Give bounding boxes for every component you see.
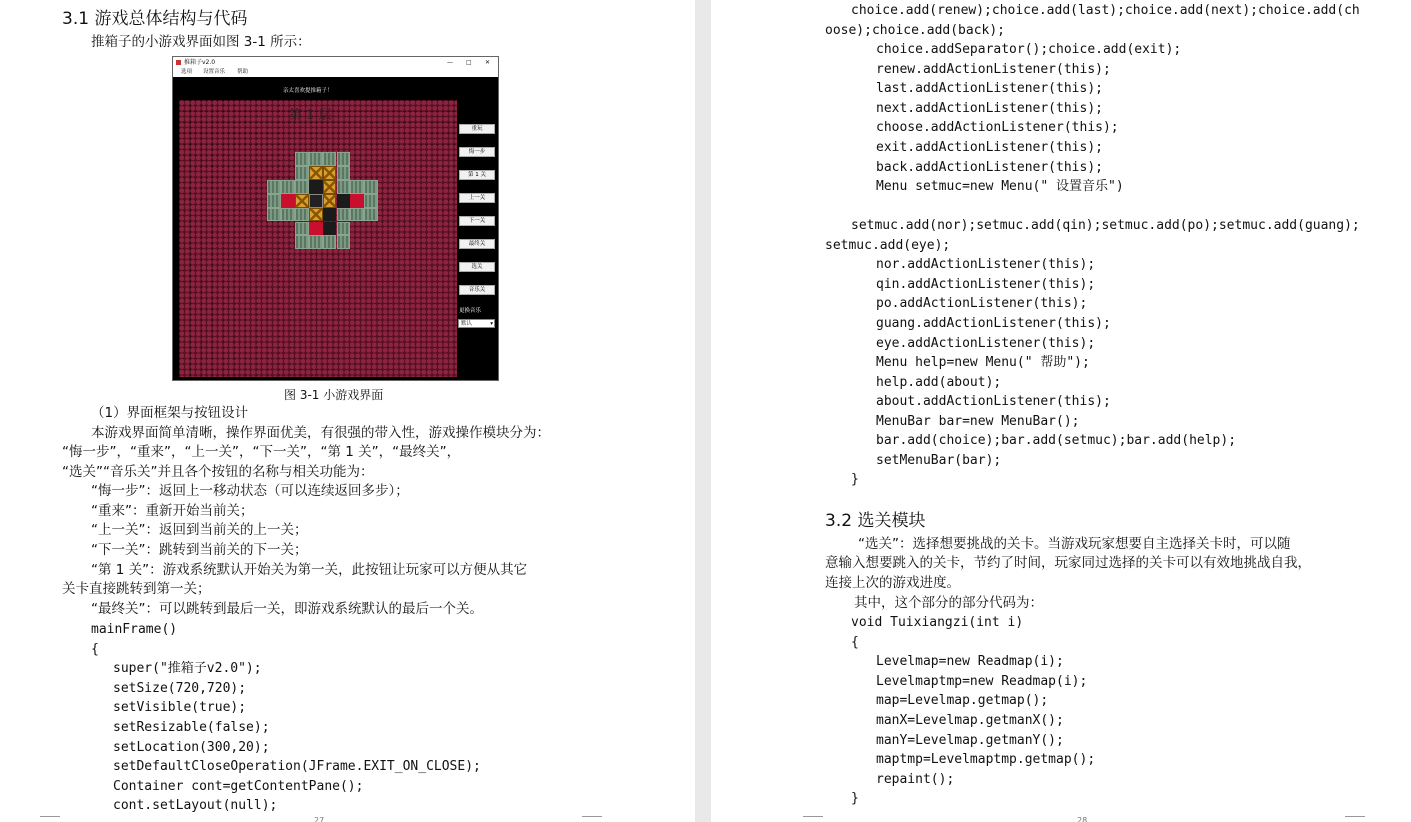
code-line: qin.addActionListener(this); xyxy=(876,277,1096,292)
crop-mark xyxy=(40,816,60,822)
code-line: Container cont=getContentPane(); xyxy=(113,779,364,794)
minimize-icon: — xyxy=(447,59,453,66)
figure-game-button: 下一关 xyxy=(459,216,495,226)
figure-caption: 图 3-1 小游戏界面 xyxy=(284,388,384,402)
code-line: choose.addActionListener(this); xyxy=(876,120,1119,135)
code-line: } xyxy=(851,791,859,806)
code-line: about.addActionListener(this); xyxy=(876,394,1111,409)
body-text-line: “选关”“音乐关”并且各个按钮的名称与相关功能为： xyxy=(62,464,374,480)
code-line: bar.add(choice);bar.add(setmuc);bar.add(help); xyxy=(876,433,1237,448)
board-tile-box xyxy=(323,166,337,180)
body-text-line: “第 1 关”：游戏系统默认开始关为第一关，此按钮让玩家可以方便从其它 xyxy=(91,562,528,578)
figure-menu-help: 帮助 xyxy=(237,69,249,75)
figure-game-button: 选关 xyxy=(459,262,495,272)
body-text-line: 关卡直接跳转到第一关； xyxy=(62,581,211,597)
code-line: Menu setmuc=new Menu(" 设置音乐") xyxy=(876,179,1124,194)
figure-game-button: 音乐关 xyxy=(459,285,495,295)
code-line: setVisible(true); xyxy=(113,700,247,715)
section-heading-3-2: 3.2 选关模块 xyxy=(825,511,926,531)
body-text-line: “悔一步”：返回上一移动状态（可以连续返回多步）； xyxy=(91,483,409,499)
code-line: back.addActionListener(this); xyxy=(876,160,1103,175)
body-text-line: “最终关”：可以跳转到最后一关，即游戏系统默认的最后一个关。 xyxy=(91,601,483,617)
code-line: manX=Levelmap.getmanX(); xyxy=(876,713,1064,728)
code-line: mainFrame() xyxy=(91,622,178,637)
body-text-line: （1）界面框架与按钮设计 xyxy=(91,405,249,421)
maximize-icon: □ xyxy=(466,59,472,66)
board-tile-wall xyxy=(281,208,295,222)
code-line: Levelmap=new Readmap(i); xyxy=(876,654,1064,669)
board-tile-wall xyxy=(295,166,309,180)
chevron-down-icon: ▾ xyxy=(490,321,493,327)
code-line: MenuBar bar=new MenuBar(); xyxy=(876,414,1080,429)
code-line: void Tuixiangzi(int i) xyxy=(851,615,1024,630)
board-tile-box xyxy=(323,180,337,194)
code-line: nor.addActionListener(this); xyxy=(876,257,1096,272)
code-line: exit.addActionListener(this); xyxy=(876,140,1103,155)
section-heading-3-1: 3.1 游戏总体结构与代码 xyxy=(62,9,248,29)
code-line: super("推箱子v2.0"); xyxy=(113,661,262,676)
board-tile-wall xyxy=(337,166,351,180)
board-tile-box xyxy=(323,194,337,208)
board-tile-wall xyxy=(337,152,351,166)
board-tile-player xyxy=(309,194,323,208)
code-line: oose);choice.add(back); xyxy=(825,23,1006,38)
board-tile-wall xyxy=(337,208,351,222)
board-tile-wall xyxy=(295,235,309,249)
right-page xyxy=(711,0,1411,822)
figure-music-select-value: 默认 xyxy=(461,321,473,327)
body-text-line: “悔一步”，“重来”，“上一关”，“下一关”，“第 1 关”，“最终关”， xyxy=(62,444,461,460)
page-number: 27 xyxy=(314,816,325,822)
board-tile-wall xyxy=(350,208,364,222)
code-line: maptmp=Levelmaptmp.getmap(); xyxy=(876,752,1096,767)
body-text-line: 连接上次的游戏进度。 xyxy=(825,575,960,591)
code-line: renew.addActionListener(this); xyxy=(876,62,1111,77)
board-tile-floor xyxy=(337,194,351,208)
board-tile-wall xyxy=(337,180,351,194)
figure-intro-text: 推箱子的小游戏界面如图 3-1 所示： xyxy=(91,34,311,50)
code-line: setmuc.add(eye); xyxy=(825,238,951,253)
code-line: setSize(720,720); xyxy=(113,681,247,696)
body-text-line: “下一关”：跳转到当前关的下一关； xyxy=(91,542,308,558)
page-number: 28 xyxy=(1077,816,1088,822)
board-tile-box xyxy=(295,194,309,208)
board-tile-floor xyxy=(323,208,337,222)
figure-menubar xyxy=(173,68,498,77)
code-line: setmuc.add(nor);setmuc.add(qin);setmuc.add(po);setmuc.add(guang); xyxy=(851,218,1360,233)
board-tile-wall xyxy=(281,180,295,194)
board-tile-wall xyxy=(295,152,309,166)
board-tile-wall xyxy=(364,208,378,222)
app-icon xyxy=(176,60,181,65)
board-tile-wall xyxy=(295,180,309,194)
code-line: next.addActionListener(this); xyxy=(876,101,1103,116)
code-line: setDefaultCloseOperation(JFrame.EXIT_ON_CLOSE); xyxy=(113,759,481,774)
code-line: setMenuBar(bar); xyxy=(876,453,1002,468)
close-icon: ✕ xyxy=(485,59,491,66)
figure-music-select xyxy=(458,319,495,328)
board-tile-wall xyxy=(295,208,309,222)
body-text-line: “上一关”：返回到当前关的上一关； xyxy=(91,522,308,538)
figure-menu-music: 设置音乐 xyxy=(203,69,226,75)
code-line: { xyxy=(851,635,859,650)
code-line: manY=Levelmap.getmanY(); xyxy=(876,733,1064,748)
code-line: eye.addActionListener(this); xyxy=(876,336,1096,351)
figure-window-title: 推箱子v2.0 xyxy=(184,59,216,66)
code-line: guang.addActionListener(this); xyxy=(876,316,1111,331)
code-line: Menu help=new Menu(" 帮助"); xyxy=(876,355,1090,370)
board-tile-goal xyxy=(281,194,295,208)
code-line: cont.setLayout(null); xyxy=(113,798,278,813)
figure-game-button: 最终关 xyxy=(459,239,495,249)
code-line: last.addActionListener(this); xyxy=(876,81,1103,96)
board-tile-wall xyxy=(337,235,351,249)
board-tile-wall xyxy=(323,152,337,166)
crop-mark xyxy=(582,816,602,822)
figure-music-label: 更换音乐 xyxy=(459,308,482,314)
game-board xyxy=(179,100,457,377)
board-tile-box xyxy=(309,166,323,180)
code-line: choice.addSeparator();choice.add(exit); xyxy=(876,42,1182,57)
crop-mark xyxy=(1345,816,1365,822)
code-line: help.add(about); xyxy=(876,375,1002,390)
figure-game-button: 悔一步 xyxy=(459,147,495,157)
figure-game-button: 第 1 关 xyxy=(459,170,495,180)
figure-banner: 亲太喜欢提推箱子！ xyxy=(283,88,333,94)
board-tile-wall xyxy=(337,222,351,236)
body-text-line: 意输入想要跳入的关卡，节约了时间，玩家同过选择的关卡可以有效地挑战自我， xyxy=(825,555,1311,571)
figure-menu-options: 选项 xyxy=(181,69,193,75)
code-line: repaint(); xyxy=(876,772,955,787)
figure-game-button: 重玩 xyxy=(459,124,495,134)
board-tile-box xyxy=(309,208,323,222)
board-tile-wall xyxy=(309,235,323,249)
code-line: Levelmaptmp=new Readmap(i); xyxy=(876,674,1088,689)
board-tile-wall xyxy=(323,235,337,249)
board-tile-floor xyxy=(309,180,323,194)
game-screenshot-figure xyxy=(172,56,499,381)
body-text-line: 本游戏界面简单清晰，操作界面优美，有很强的带入性，游戏操作模块分为： xyxy=(91,425,550,441)
board-tile-wall xyxy=(364,194,378,208)
board-tile-wall xyxy=(309,152,323,166)
code-line: choice.add(renew);choice.add(last);choice.add(next);choice.add(ch xyxy=(851,3,1360,18)
code-line: } xyxy=(851,472,859,487)
board-tile-wall xyxy=(350,180,364,194)
code-line: po.addActionListener(this); xyxy=(876,296,1088,311)
code-line: { xyxy=(91,642,99,657)
body-text-line: “选关”：选择想要挑战的关卡。当游戏玩家想要自主选择关卡时，可以随 xyxy=(858,536,1291,552)
crop-mark xyxy=(803,816,823,822)
board-tile-wall xyxy=(267,208,281,222)
body-text-line: “重来”：重新开始当前关； xyxy=(91,503,254,519)
board-tile-wall xyxy=(295,222,309,236)
board-tile-floor xyxy=(323,222,337,236)
board-tile-goal xyxy=(309,222,323,236)
left-page xyxy=(0,0,695,822)
figure-level-label: 第 1 层 xyxy=(289,108,332,123)
body-text-line: 其中，这个部分的部分代码为： xyxy=(854,595,1043,611)
code-line: setResizable(false); xyxy=(113,720,270,735)
figure-titlebar xyxy=(173,57,498,68)
board-tile-wall xyxy=(267,180,281,194)
board-tile-wall xyxy=(267,194,281,208)
board-tile-wall xyxy=(364,180,378,194)
board-tile-goal xyxy=(350,194,364,208)
figure-game-button: 上一关 xyxy=(459,193,495,203)
code-line: setLocation(300,20); xyxy=(113,740,270,755)
code-line: map=Levelmap.getmap(); xyxy=(876,693,1049,708)
